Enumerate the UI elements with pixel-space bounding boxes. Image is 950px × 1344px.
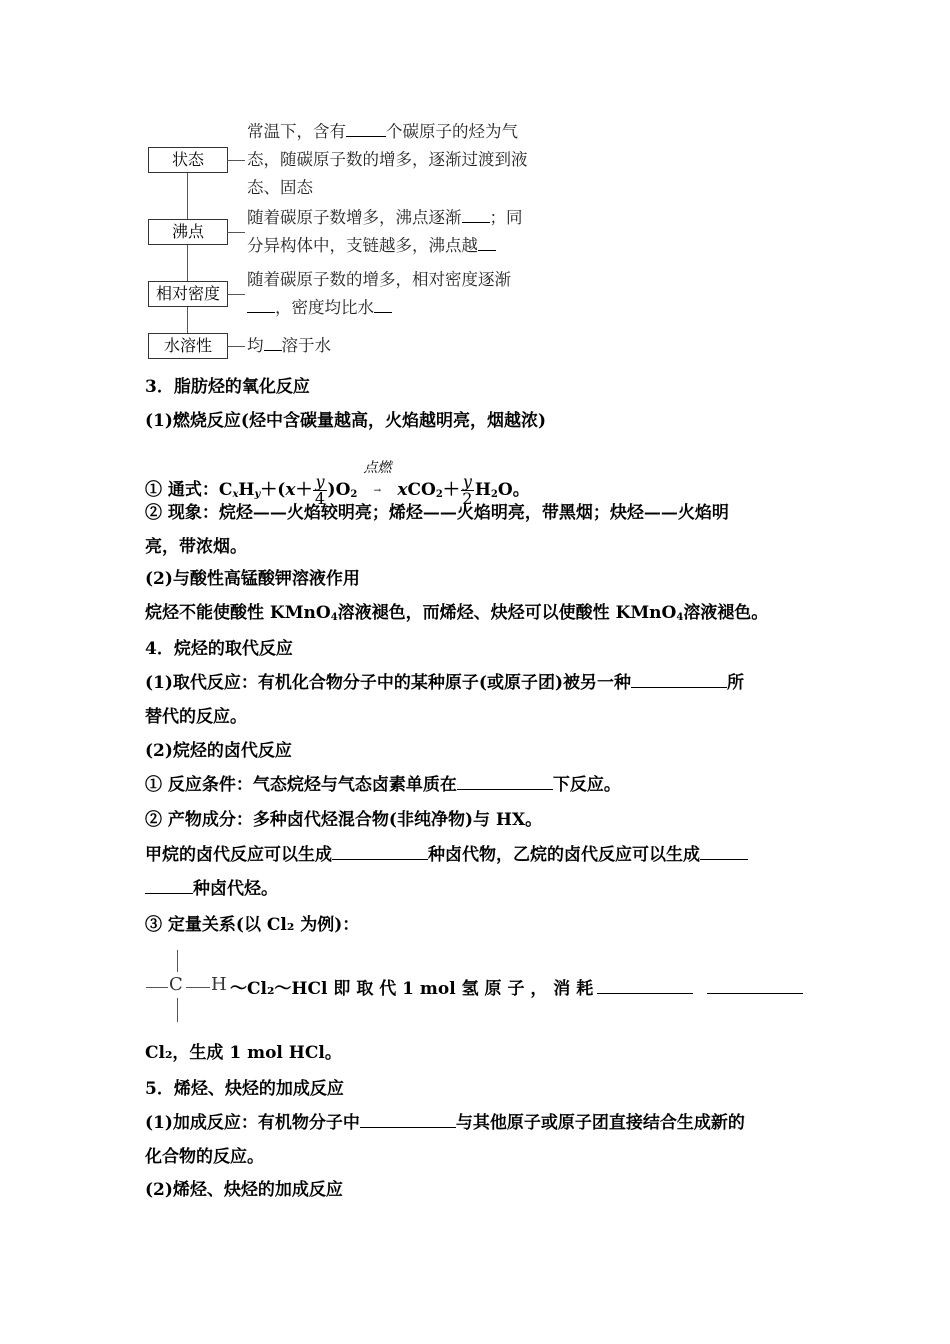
state-connector: [227, 160, 245, 161]
blank[interactable]: [346, 122, 386, 137]
sec5-def-line-2: 化合物的反应。: [145, 1147, 264, 1167]
sec3-sub1: (1)燃烧反应(烃中含碳量越高，火焰越明亮，烟越浓): [145, 411, 547, 431]
solubility-box: 水溶性: [148, 333, 228, 359]
sec4-def-line-1: (1)取代反应：有机化合物分子中的某种原子(或原子团)被另一种 所: [145, 673, 745, 693]
blank[interactable]: [707, 977, 803, 994]
blank[interactable]: [374, 298, 392, 313]
blank[interactable]: [247, 298, 275, 313]
ignite-condition: 点燃 →: [363, 460, 392, 496]
blank[interactable]: [478, 236, 496, 251]
boiling-text-1: 随着碳原子数增多，沸点逐渐 ；同: [247, 208, 523, 227]
state-text-1: 常温下，含有 个碳原子的烃为气: [247, 122, 518, 141]
product-line: ② 产物成分：多种卤代烃混合物(非纯净物)与 HX。: [145, 810, 543, 830]
sec5-sub2: (2)烯烃、炔烃的加成反应: [145, 1180, 343, 1200]
density-text-1: 随着碳原子数的增多，相对密度逐渐: [247, 270, 511, 289]
kmno4-line: 烷烃不能使酸性 KMnO$_4$溶液褪色，而烯烃、炔烃可以使酸性 KMnO$_4$溶液褪色。: [145, 603, 769, 623]
state-text-2: 态，随碳原子数的增多，逐渐过渡到液: [247, 150, 528, 169]
blank[interactable]: [360, 1111, 456, 1128]
density-box: 相对密度: [148, 281, 228, 307]
reaction-condition: ① 反应条件：气态烷烃与气态卤素单质在 下反应。: [145, 775, 621, 795]
sec3-title: 3．脂肪烃的氧化反应: [145, 377, 310, 397]
combustion-formula: ① 通式：$C_xH_y+(x+$ $\frac{y}{4}$ )$O_2$点燃 → xCO$_2$＋ $\frac{y}{2}$ $H_2O$。: [145, 448, 530, 515]
density-text-2: ，密度均比水: [247, 294, 392, 322]
blank[interactable]: [597, 977, 693, 994]
boiling-text-2: 分异构体中，支链越多，沸点越: [247, 232, 496, 260]
blank[interactable]: [462, 208, 490, 223]
boiling-connector: [227, 232, 245, 233]
solubility-connector: [227, 346, 245, 347]
methane-line-2: 种卤代烃。: [145, 872, 278, 906]
state-text-3: 态、固态: [247, 178, 313, 197]
sec5-title: 5．烯烃、炔烃的加成反应: [145, 1079, 344, 1099]
sec4-sub2: (2)烷烃的卤代反应: [145, 741, 292, 761]
cl2-line: Cl₂，生成 1 mol HCl。: [145, 1043, 342, 1063]
blank[interactable]: [145, 877, 193, 894]
sec4-title: 4．烷烃的取代反应: [145, 639, 293, 659]
blank[interactable]: [700, 843, 748, 860]
density-connector: [227, 294, 245, 295]
methane-line-1: 甲烷的卤代反应可以生成 种卤代物，乙烷的卤代反应可以生成: [145, 838, 748, 872]
blank[interactable]: [332, 843, 428, 860]
ch-relation-text: ～Cl₂～HCl 即 取 代 1 mol 氢 原 子 ， 消 耗: [230, 972, 803, 1006]
blank[interactable]: [457, 773, 553, 790]
phenomenon-line-1: ② 现象：烷烃——火焰较明亮；烯烃——火焰明亮，带黑烟；炔烃——火焰明: [145, 503, 729, 523]
blank[interactable]: [631, 671, 727, 688]
solubility-text: 均 溶于水: [247, 336, 331, 355]
boiling-box: 沸点: [148, 219, 228, 245]
sec3-sub2: (2)与酸性高锰酸钾溶液作用: [145, 569, 360, 589]
sec5-def-line-1: (1)加成反应：有机物分子中 与其他原子或原子团直接结合生成新的: [145, 1113, 745, 1133]
diagram-spine: [187, 172, 188, 334]
phenomenon-line-2: 亮，带浓烟。: [145, 537, 247, 557]
sec4-def-line-2: 替代的反应。: [145, 707, 247, 727]
state-box: 状态: [148, 147, 228, 173]
quant-relation: ③ 定量关系(以 Cl₂ 为例)：: [145, 915, 360, 935]
blank[interactable]: [264, 336, 282, 351]
